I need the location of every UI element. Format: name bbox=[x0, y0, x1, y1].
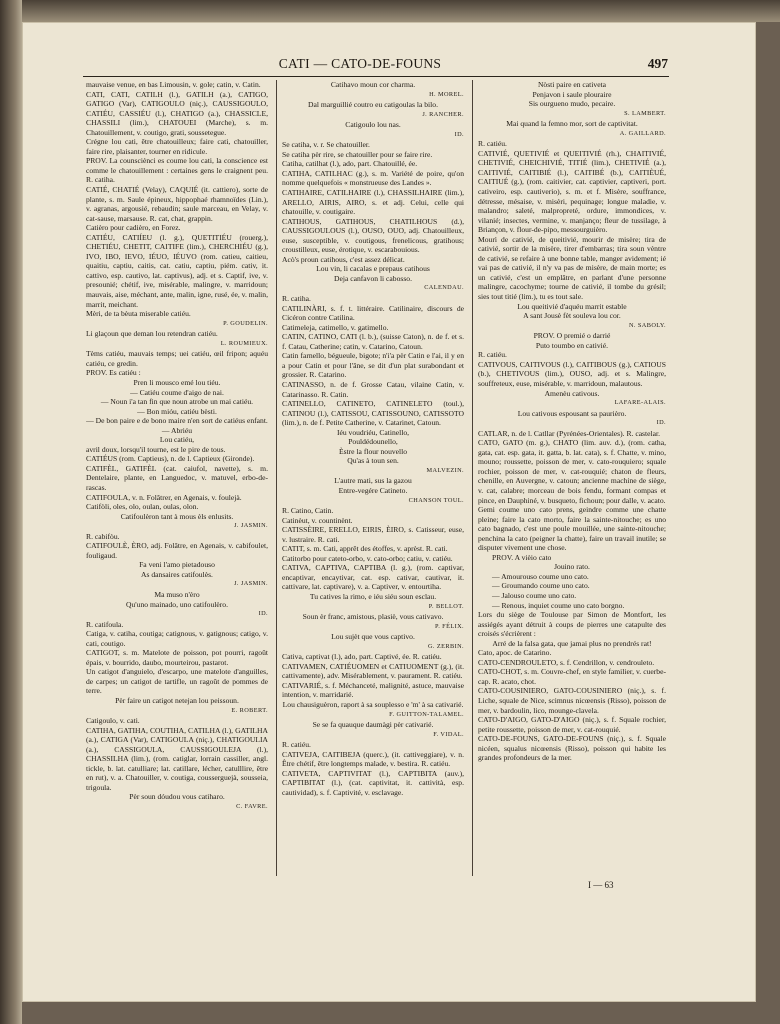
citation-line: A sant Jousè fèt souleva lou cor. bbox=[523, 311, 621, 321]
citation-line: Pouldédounello, bbox=[348, 437, 398, 447]
citation-line: As dansaires catifoulès. bbox=[141, 569, 213, 579]
entry-paragraph: Catin farnello, bégueule, bigote; n'i'a pèr Catin e l'ai, il y en a pour Catin et pour l'âne, se dit d'un plat surabondant et grossier. R. Catarino. bbox=[282, 351, 464, 380]
citation-author: J. RANCHER. bbox=[422, 110, 464, 118]
entry-paragraph: Catiga, v. catiha, coutiga; catignous, v. gatignous; catigo, v. cati, coutigo. bbox=[86, 629, 268, 648]
citation-line: PROV. O premié o darrié bbox=[533, 331, 611, 341]
entry-paragraph: CATI, CATI, CATILH (l.), GATILH (a.), CATIGO, GATIGO (Var), CATIGOULO (niç.), CAUSSIGOULO, CATIÉU, CASSIÉU (l.), CHATIGO (a.), CHASSICLE, CHASSILI (lim.), CHATOUEI (Marche), s. m. Chatouillement, v. coutigo, grati, soussetegue. bbox=[86, 89, 268, 137]
entry-paragraph: Se catiha pèr rire, se chatouiller pour se faire rire. bbox=[282, 149, 433, 159]
entry-paragraph: R. catifoula. bbox=[86, 619, 124, 629]
citation-author: J. JASMIN. bbox=[234, 580, 268, 588]
entry-paragraph: CATIVEJA, CAITIBEJA (querc.), (it. cattiveggiare), v. n. Être chétif, être longtemps malade, v. bestira. R. catiéu. bbox=[282, 749, 464, 769]
citation-line: Nòsti paire en cativeta bbox=[537, 80, 607, 89]
entry-paragraph: Catièro pour cadièro, en Forez. bbox=[86, 223, 181, 233]
entry-paragraph: R. catiéu. bbox=[478, 139, 507, 149]
citation-line: — Abriéu bbox=[161, 425, 193, 435]
citation-line: Jouino rato. bbox=[554, 562, 590, 572]
column-left bbox=[86, 80, 268, 888]
entry-paragraph: CATIVARIÉ, s. f. Méchanceté, malignité, astuce, mauvaise intention, v. marridarié. bbox=[282, 680, 464, 700]
entry-paragraph: Catimeleja, catimello, v. gatimello. bbox=[282, 322, 389, 332]
entry-paragraph: Cato, apoc. de Catarino. bbox=[478, 648, 552, 658]
citation-author: P. FÉLIX. bbox=[435, 622, 464, 630]
column-rule-2 bbox=[472, 80, 473, 876]
entry-paragraph: CATIVETA, CAPTIVITAT (l.), CAPTIBITA (auv.), CAPTIBITAT (l.), (cat. captivitat, it. cattività, esp. cautividad), s. f. Captivité, v. esclavage. bbox=[282, 768, 464, 797]
entry-paragraph: Acò's proun catihous, c'est assez délicat. bbox=[282, 254, 405, 264]
entry-paragraph: CATIHA, GATIHA, COUTIHA, CATILHA (l.), GATILHA (a.), CATIGA (Var), CATIGOULA (niç.), CHATIGOULIA (a.), CASSIGOULA, CAUSSIGOULEJA (l.), CHASSILHA (lim.), (rom. catiglar, lorrain cassiller, angl. tickle, b. lat. catulliare; lat. catillare, lécher, catulllire, être en rut), v. a. Chatouiller, v. coutiga, cousserguejà, sousseia, trigoula. bbox=[86, 725, 268, 792]
citation-line: Qu'uno mainado, uno catifoulèro. bbox=[126, 599, 228, 609]
citation-line: Dal marguillié coutro eu catigoulas la bilo. bbox=[308, 100, 438, 110]
citation-author: G. ZERBIN. bbox=[427, 642, 464, 650]
citation-line: Qu'as à toun sen. bbox=[347, 456, 399, 466]
entry-paragraph: CATINASSO, n. de f. Grosse Catau, vilaine Catin, v. Catarinasso. R. Catin. bbox=[282, 379, 464, 399]
header-rule bbox=[83, 76, 669, 77]
entry-paragraph: Catinèut, v. countinènt. bbox=[282, 515, 353, 525]
entry-paragraph: CATO-CHOT, s. m. Couvre-chef, en style familier, v. cuerbe-cap. R. acato, chot. bbox=[478, 667, 666, 686]
citation-author: CHANSON TOUL. bbox=[408, 496, 464, 504]
citation-line: Soun èr franc, amistous, plasiè, vous cativavo. bbox=[302, 612, 444, 622]
entry-paragraph: Gemi coume uno cato prens, geindre comme une chatte pleine; faire la cato morto, faire la sainte-nitouche; es uno cato bagnado, c'est une poule mouillée, une sainte-nitouche; penchina la cato (peigner la chatte), faire un travail inutile; se disputer vivement une chose. bbox=[478, 505, 666, 553]
entry-paragraph: R. Catino, Catin. bbox=[282, 506, 334, 516]
entry-paragraph: Lors du siège de Toulouse par Simon de Montfort, les assiégés ayant détruit à coups de pierres une catapulte des croisés s'écrièrent : bbox=[478, 610, 666, 639]
citation-author: L. ROUMIEUX. bbox=[220, 339, 268, 347]
citation-author: N. SABOLY. bbox=[628, 321, 666, 329]
citation-line: — Amourouso coume uno cato. bbox=[492, 571, 589, 581]
citation-author: ID. bbox=[656, 419, 666, 427]
entry-paragraph: Catiha, catilhat (l.), ado, part. Chatouillé, ée. bbox=[282, 159, 418, 169]
entry-paragraph: CATO, GATO (m. g.), CHATO (lim. auv. d.), (rom. catha, gata, cat. esp. gata, it. gatta, b. lat. cata), s. f. Chatte, v. mino, mouno; roussette, poisson de mer, v. cato-rouquiero; squale rochier, poisson de mer, v. cat-rouquié; chaton de fleurs, chenille, en Auvergne, v. catoun; ancienne machine de siège, v. cat, calabre; morceau de bois fendu, formant compas et pince, en Dauphiné, v. busqueto, fichoun; pour dalle, v. acato. bbox=[478, 438, 666, 505]
column-rule-1 bbox=[276, 80, 277, 876]
entry-paragraph: PROV. La counsciènci es coume lou cati, la conscience est comme le chatouillement : certaines gens le craignent peu. R. catiha. bbox=[86, 156, 268, 185]
citation-author: MALVEZIN. bbox=[426, 466, 464, 474]
citation-line: Lou queitivié d'aquéu marrit estable bbox=[517, 301, 627, 311]
citation-author: F. GUITTON-TALAMEL. bbox=[389, 710, 464, 718]
citation-line: Catigoulo lou nas. bbox=[345, 120, 401, 130]
citation-line: — Noun i'a tan fin que noun atrobe un mai catiéu. bbox=[100, 397, 254, 407]
entry-paragraph: Crégne lou cati, être chatouilleux; faire cati, chatouiller, faire rire, plaisanter, tourner en ridicule. bbox=[86, 137, 268, 156]
entry-paragraph: CATIHOUS, GATIHOUS, CHATILHOUS (d.), CAUSSIGOULOUS (l.), OUSO, OUO, adj. Chatouilleux, euse, susceptible, v. coutigous, frenelicous, gratihous; croustilleux, euse, érotique, v. escarabouious. bbox=[282, 216, 464, 255]
entry-paragraph: CATIHA, CATILHAC (g.), s. m. Variété de poire, qu'on nomme quelquefois « monstrueuse des Landes ». bbox=[282, 168, 464, 188]
entry-paragraph: CATIÉU, CATIÍEU (l. g.), QUETITIÉU (rouerg.), CHETIÉU, CHETIT, CAITIFE (lim.), CHERCHIÉU (g.), IVO, IBO, IEVO, IÉUO, IÉUVO (rom. catieu, caitieu, quaitiu, captiu, caitis, cat. catiu, captiu, piém. cativ, it. cattivo, esp. cautivo, lat. captivus), adj. et s. Captif, ive, v. presounié; chétif, ive, misérable, malingre, v. marridoun; mauvais, aise, méchant, ante, malin, igne, rusé, ée, v. malin, marrit, meichant. bbox=[86, 232, 268, 309]
entry-paragraph: Catitorbo pour cateto-orbo, v. cato-orbo; catiu, v. catiéu. bbox=[282, 553, 453, 563]
citation-author: A. GAILLARD. bbox=[619, 129, 666, 137]
column-right bbox=[478, 80, 666, 888]
page-number: 497 bbox=[647, 56, 668, 71]
entry-paragraph: CATLAR, n. de l. Catllar (Pyrénées-Orientales). R. castelar. bbox=[478, 428, 660, 438]
entry-paragraph: Un catigot d'anguielo, d'escarpo, une matelote d'anguilles, de carpes; un catigot de tartifle, un ragoût de pommes de terre. bbox=[86, 667, 268, 696]
entry-paragraph: Catigoulo, v. cati. bbox=[86, 716, 140, 726]
citation-line: Arré de la falsa gata, que jamai plus no prendrés rat! bbox=[492, 638, 652, 648]
citation-line: Amenèu cativous. bbox=[544, 388, 600, 398]
entry-paragraph: R. catiéu. bbox=[282, 740, 311, 750]
citation-line: Lou catiéu, bbox=[159, 435, 195, 445]
entry-paragraph: CATIHAIRE, CATILHAIRE (l.), CHASSILHAIRE (lim.), ARELLO, AIRIS, AIRO, s. et adj. Celui, celle qui chatouille, v. coutigaire. bbox=[282, 188, 464, 217]
entry-paragraph: Li glaçoun que deman lou retendran catiéu. bbox=[86, 329, 218, 339]
entry-paragraph: CATIFOULÈ, ÈRO, adj. Folâtre, en Agenais, v. cabifoulet, fouligaud. bbox=[86, 541, 268, 560]
entry-paragraph: R. catiha. bbox=[282, 294, 311, 304]
citation-line: Deja canfavon li cabosso. bbox=[333, 273, 413, 283]
citation-line: Pèr faire un catigot netejan lou peissoun. bbox=[115, 696, 239, 705]
citation-author: E. ROBERT. bbox=[231, 706, 268, 714]
citation-author: S. LAMBERT. bbox=[624, 109, 666, 117]
entry-paragraph: Tèms catiéu, mauvais temps; uei catiéu, œil fripon; aquéu catiéu, ce gredin. bbox=[86, 349, 268, 368]
citation-author: CALENDAU. bbox=[424, 284, 464, 292]
entry-paragraph: Se catiha, v. r. Se chatouiller. bbox=[282, 140, 370, 150]
entry-paragraph: Catifòli, oles, olo, oulan, oulas, olon. bbox=[86, 502, 199, 512]
citation-line: Penjavon i saule plouraire bbox=[532, 89, 612, 99]
citation-line: Iéu voudriéu, Catinello, bbox=[336, 427, 410, 437]
citation-line: — Groumando coume uno cato. bbox=[492, 581, 590, 591]
entry-paragraph: R. cabifòu. bbox=[86, 531, 120, 541]
entry-paragraph: CATO-DE-FOUNS, GATO-DE-FOUNS (niç.), s. f. Squale nicéen, squalus nicœensis (Risso), poisson qui habite les grandes profondeurs de la mer. bbox=[478, 734, 666, 763]
entry-paragraph: CATIFÈL, GATIFÈL (cat. caiufol, navette), s. m. Dentelaire, plante, en Languedoc, v. matuvel, erbo-de-rascas. bbox=[86, 463, 268, 492]
citation-line: Sis ourgueno mudo, pecaire. bbox=[528, 99, 616, 109]
citation-author: F. VIDAL. bbox=[433, 730, 464, 738]
entry-paragraph: CATISSÈIRE, ERELLO, EIRIS, ÈIRO, s. Catisseur, euse, v. lustraire. R. cati. bbox=[282, 525, 464, 544]
running-title: CATI — CATO-DE-FOUNS bbox=[278, 56, 442, 71]
citation-line: Lou vin, li cacalas e prepaus catihous bbox=[316, 264, 430, 274]
entry-paragraph: CATINELLO, CATINETO, CATINELETO (toul.), CATINOU (l.), CATISSOU, CATISSOUNO, CATISSOTO (lim.), n. de f. Petite Catherine, v. Catarinet, Catoun. bbox=[282, 399, 464, 428]
entry-paragraph: CATO-CENDROULETO, s. f. Cendrillon, v. cendrouleto. bbox=[478, 657, 655, 667]
citation-line: Lou chausiguèron, raport à sa souplesso e 'm' à sa cativarié. bbox=[282, 700, 464, 709]
citation-line: Mai quand la femno mor, sort de captivitat. bbox=[506, 119, 638, 129]
entry-paragraph: CATIÉUS (rom. Captieus), n. de l. Captieux (Gironde). bbox=[86, 454, 255, 464]
signature-mark: I — 63 bbox=[588, 880, 614, 890]
citation-line: Pren li mousco emé lou tiéu. bbox=[133, 377, 221, 387]
scan-left-edge bbox=[0, 0, 22, 1024]
column-middle bbox=[282, 80, 464, 888]
citation-author: ID. bbox=[454, 130, 464, 138]
citation-line: — Catiéu coume d'aigo de nai. bbox=[130, 387, 224, 397]
citation-line: Entre-vegére Catineto. bbox=[338, 485, 408, 495]
citation-line: Pèr soun dóudou vous catiharo. bbox=[129, 792, 225, 802]
citation-line: Puto toumbo en cativié. bbox=[535, 340, 609, 350]
scan-top-edge bbox=[0, 0, 780, 22]
citation-author: ID. bbox=[258, 610, 268, 618]
citation-line: Catifoulèron tant à mous èls enlusits. bbox=[120, 511, 234, 521]
citation-line: Lou cativous espousant sa paurièro. bbox=[517, 408, 627, 418]
entry-paragraph: CATIN, CATINO, CATI (l. b.), (suisse Caton), n. de f. et s. f. Catau, Catherine; catin, v. Catarino, Catoun. bbox=[282, 332, 464, 351]
citation-line: L'autre mati, sus la gazou bbox=[334, 476, 412, 486]
citation-line: — De bon paire e de bono maire n'en sort de catiéus enfant. bbox=[86, 416, 268, 426]
citation-author: C. FAVRE. bbox=[236, 803, 268, 811]
entry-paragraph: Cativa, captivat (l.), ado, part. Captivé, ée. R. catiéu. bbox=[282, 652, 442, 662]
citation-author: P. BELLOT. bbox=[428, 602, 464, 610]
entry-paragraph: CATIVAMEN, CATIÉUOMEN et CATIUOMENT (g.), (it. cattivamente), adv. Misérablement, v. paurament. R. catiéu. bbox=[282, 661, 464, 681]
citation-author: J. JASMIN. bbox=[234, 522, 268, 530]
entry-paragraph: Mourì de cativié, de queitivié, mourir de misère; tira de cativié, sortir de la misère, tirer d'embarras; tira soun vèntre de cativié, se refaire à une bonne table, manger avidement; ié vai pas de cativié, il n'y va pas de misère, de main morte; es un cativié, c'est un emplâtre, en parlant d'une personne malingre, cacochyme; tourne de cativié, il tombe du grésil; sies tout titié (lim.), tu es tout sale. bbox=[478, 234, 666, 302]
citation-line: Tu catives la rimo, e iéu siéu soun esclau. bbox=[309, 591, 437, 601]
citation-line: Èstre la flour nouvello bbox=[338, 446, 408, 456]
citation-author: LAFARE-ALAIS. bbox=[614, 399, 666, 407]
entry-paragraph: PROV. Es catiéu : bbox=[86, 368, 141, 378]
entry-paragraph: avril doux, lorsqu'il tourne, est le pire de tous. bbox=[86, 444, 226, 454]
citation-line: — Jalouso coume uno cato. bbox=[492, 590, 577, 600]
citation-author: H. MOREL. bbox=[429, 90, 464, 98]
running-head bbox=[0, 56, 780, 74]
entry-paragraph: CATIÉ, CHATIÉ (Velay), CAQUIÉ (it. cattiero), sorte de plante, s. m. Saule épineux, hippophaé rhamnoïdes (Lin.), v. agranas, argousié, rebaudin; saule marceau, en Velay, v. cat-sause, marsause. R. cat, chat, grappin. bbox=[86, 185, 268, 223]
citation-line: Fa veni l'amo pietadouso bbox=[139, 560, 215, 570]
entry-paragraph: CATO-COUSINIERO, GATO-COUSINIERO (niç.), s. f. Liche, squale de Nice, scimnus nicœensis (Risso), poisson de mer, v. bardoulin, lico, mounge-clavela. bbox=[478, 686, 666, 715]
entry-paragraph: CATIVOUS, CAITIVOUS (l.), CAITIBOUS (g.), CATIOUS (b.), CHETIVOUS (lim.), OUSO, adj. et s. Malingre, souffreteux, euse, misérable, v. marridoun, malautous. bbox=[478, 359, 666, 388]
entry-paragraph: CATIVA, CAPTIVA, CAPTIBA (l. g.), (rom. captivar, encaptivar, encaytivar, cat. esp. cativar, cautivar, it. cattivare, lat. captivare), v. a. Captiver, v. entourtiha. bbox=[282, 563, 464, 592]
citation-line: Ma muso n'èro bbox=[154, 589, 200, 599]
entry-paragraph: CATIT, s. m. Cati, apprêt des étoffes, v. aprèst. R. cati. bbox=[282, 544, 448, 554]
entry-paragraph: CATIVIÉ, QUETIVIÉ et QUEITIVIÉ (rh.), CHAITIVIÉ, CHETIVIÉ, CHEICHIVIÉ, TITIÉ (lim.), CHETIVIÉ (a.), CAITIVIÉ, CAITIBIÉ (l.), CAITIBÉ (b.), CAITIÈUÉ, CAITIUÉ (g.), (rom. caitivier, cat. captivier, captiveri, port. cativeiro, esp. cautiverio), s. m. et f. Misère, souffrance, détresse, mésaise, v. misèri, pequinage; longue maladie, v. malandro; saleté, malpropreté, ordure, immondices, v. vilanié; insectes, vermine, v. manjanço; fleur de tussilage, à Briançon, v. flour-de-pipo, messourguièro. bbox=[478, 148, 666, 235]
citation-line: — Bon mióu, catiéu bèsti. bbox=[137, 406, 217, 416]
citation-line: Se se fa quauque daumàgi pèr cativarié. bbox=[312, 720, 434, 730]
entry-paragraph: R. catiéu. bbox=[478, 350, 507, 360]
citation-author: P. GOUDELIN. bbox=[223, 319, 268, 327]
entry-paragraph: CATIGOT, s. m. Matelote de poisson, pot pourri, ragoût épais, v. bourrido, daubo, mourteirou, pastarot. bbox=[86, 648, 268, 667]
citation-line: Lou sujèt que vous captivo. bbox=[331, 632, 415, 642]
citation-line: — Renous, inquiet coume uno cato borgno. bbox=[492, 600, 625, 610]
entry-paragraph: Mèri, de ta bèuta miserable catiéu. bbox=[86, 309, 191, 319]
entry-paragraph: CATO-D'AIGO, GATO-D'AIGO (niç.), s. f. Squale rochier, petite roussette, poisson de mer, v. cat-rouquié. bbox=[478, 715, 666, 734]
citation-line: Catihavo moun cor charma. bbox=[330, 80, 416, 89]
entry-paragraph: mauvaise venue, en bas Limousin, v. gole; catin, v. Catin. bbox=[86, 80, 261, 89]
citation-line: PROV. A vièio cato bbox=[492, 552, 552, 562]
entry-paragraph: CATILINÀRI, s. f. t. littéraire. Catilinaire, discours de Cicéron contre Catilina. bbox=[282, 303, 464, 323]
entry-paragraph: CATIFOULA, v. n. Folâtrer, en Agenais, v. foulejà. bbox=[86, 492, 242, 502]
